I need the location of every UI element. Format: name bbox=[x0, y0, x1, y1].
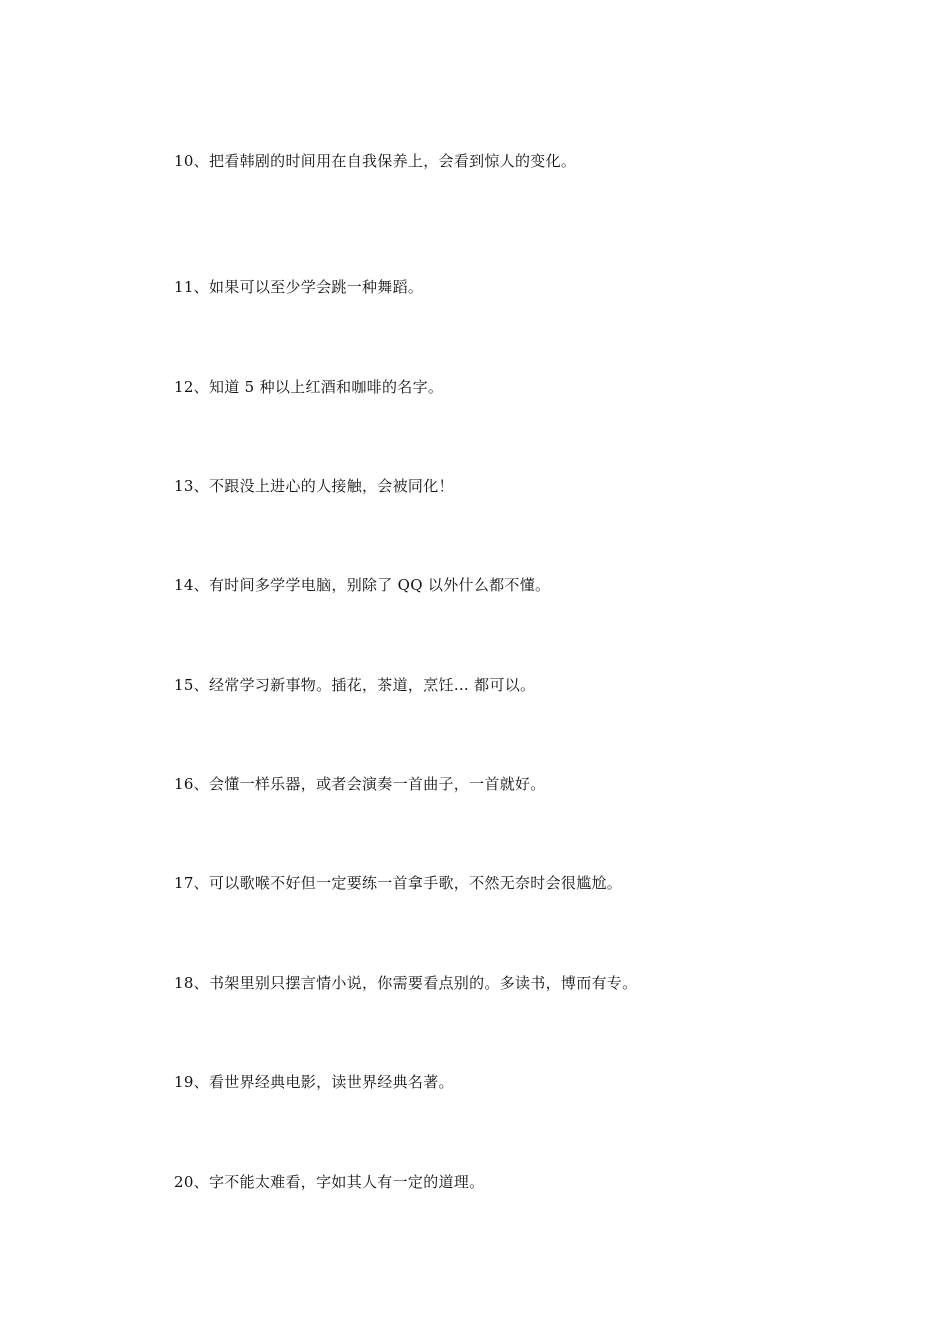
list-item-11: 11、如果可以至少学会跳一种舞蹈。 bbox=[174, 278, 424, 296]
list-item-13: 13、不跟没上进心的人接触，会被同化！ bbox=[174, 477, 454, 495]
list-item-14: 14、有时间多学学电脑，别除了 QQ 以外什么都不懂。 bbox=[174, 576, 551, 594]
list-item-15: 15、经常学习新事物。插花，茶道，烹饪… 都可以。 bbox=[174, 676, 536, 694]
list-item-19: 19、看世界经典电影，读世界经典名著。 bbox=[174, 1073, 454, 1091]
list-item-12: 12、知道 5 种以上红酒和咖啡的名字。 bbox=[174, 378, 444, 396]
list-item-10: 10、把看韩剧的时间用在自我保养上，会看到惊人的变化。 bbox=[174, 152, 577, 170]
list-item-17: 17、可以歌喉不好但一定要练一首拿手歌，不然无奈时会很尴尬。 bbox=[174, 874, 623, 892]
list-item-16: 16、会懂一样乐器，或者会演奏一首曲子，一首就好。 bbox=[174, 775, 546, 793]
list-item-20: 20、字不能太难看，字如其人有一定的道理。 bbox=[174, 1173, 485, 1191]
list-item-18: 18、书架里别只摆言情小说，你需要看点别的。多读书，博而有专。 bbox=[174, 974, 638, 992]
